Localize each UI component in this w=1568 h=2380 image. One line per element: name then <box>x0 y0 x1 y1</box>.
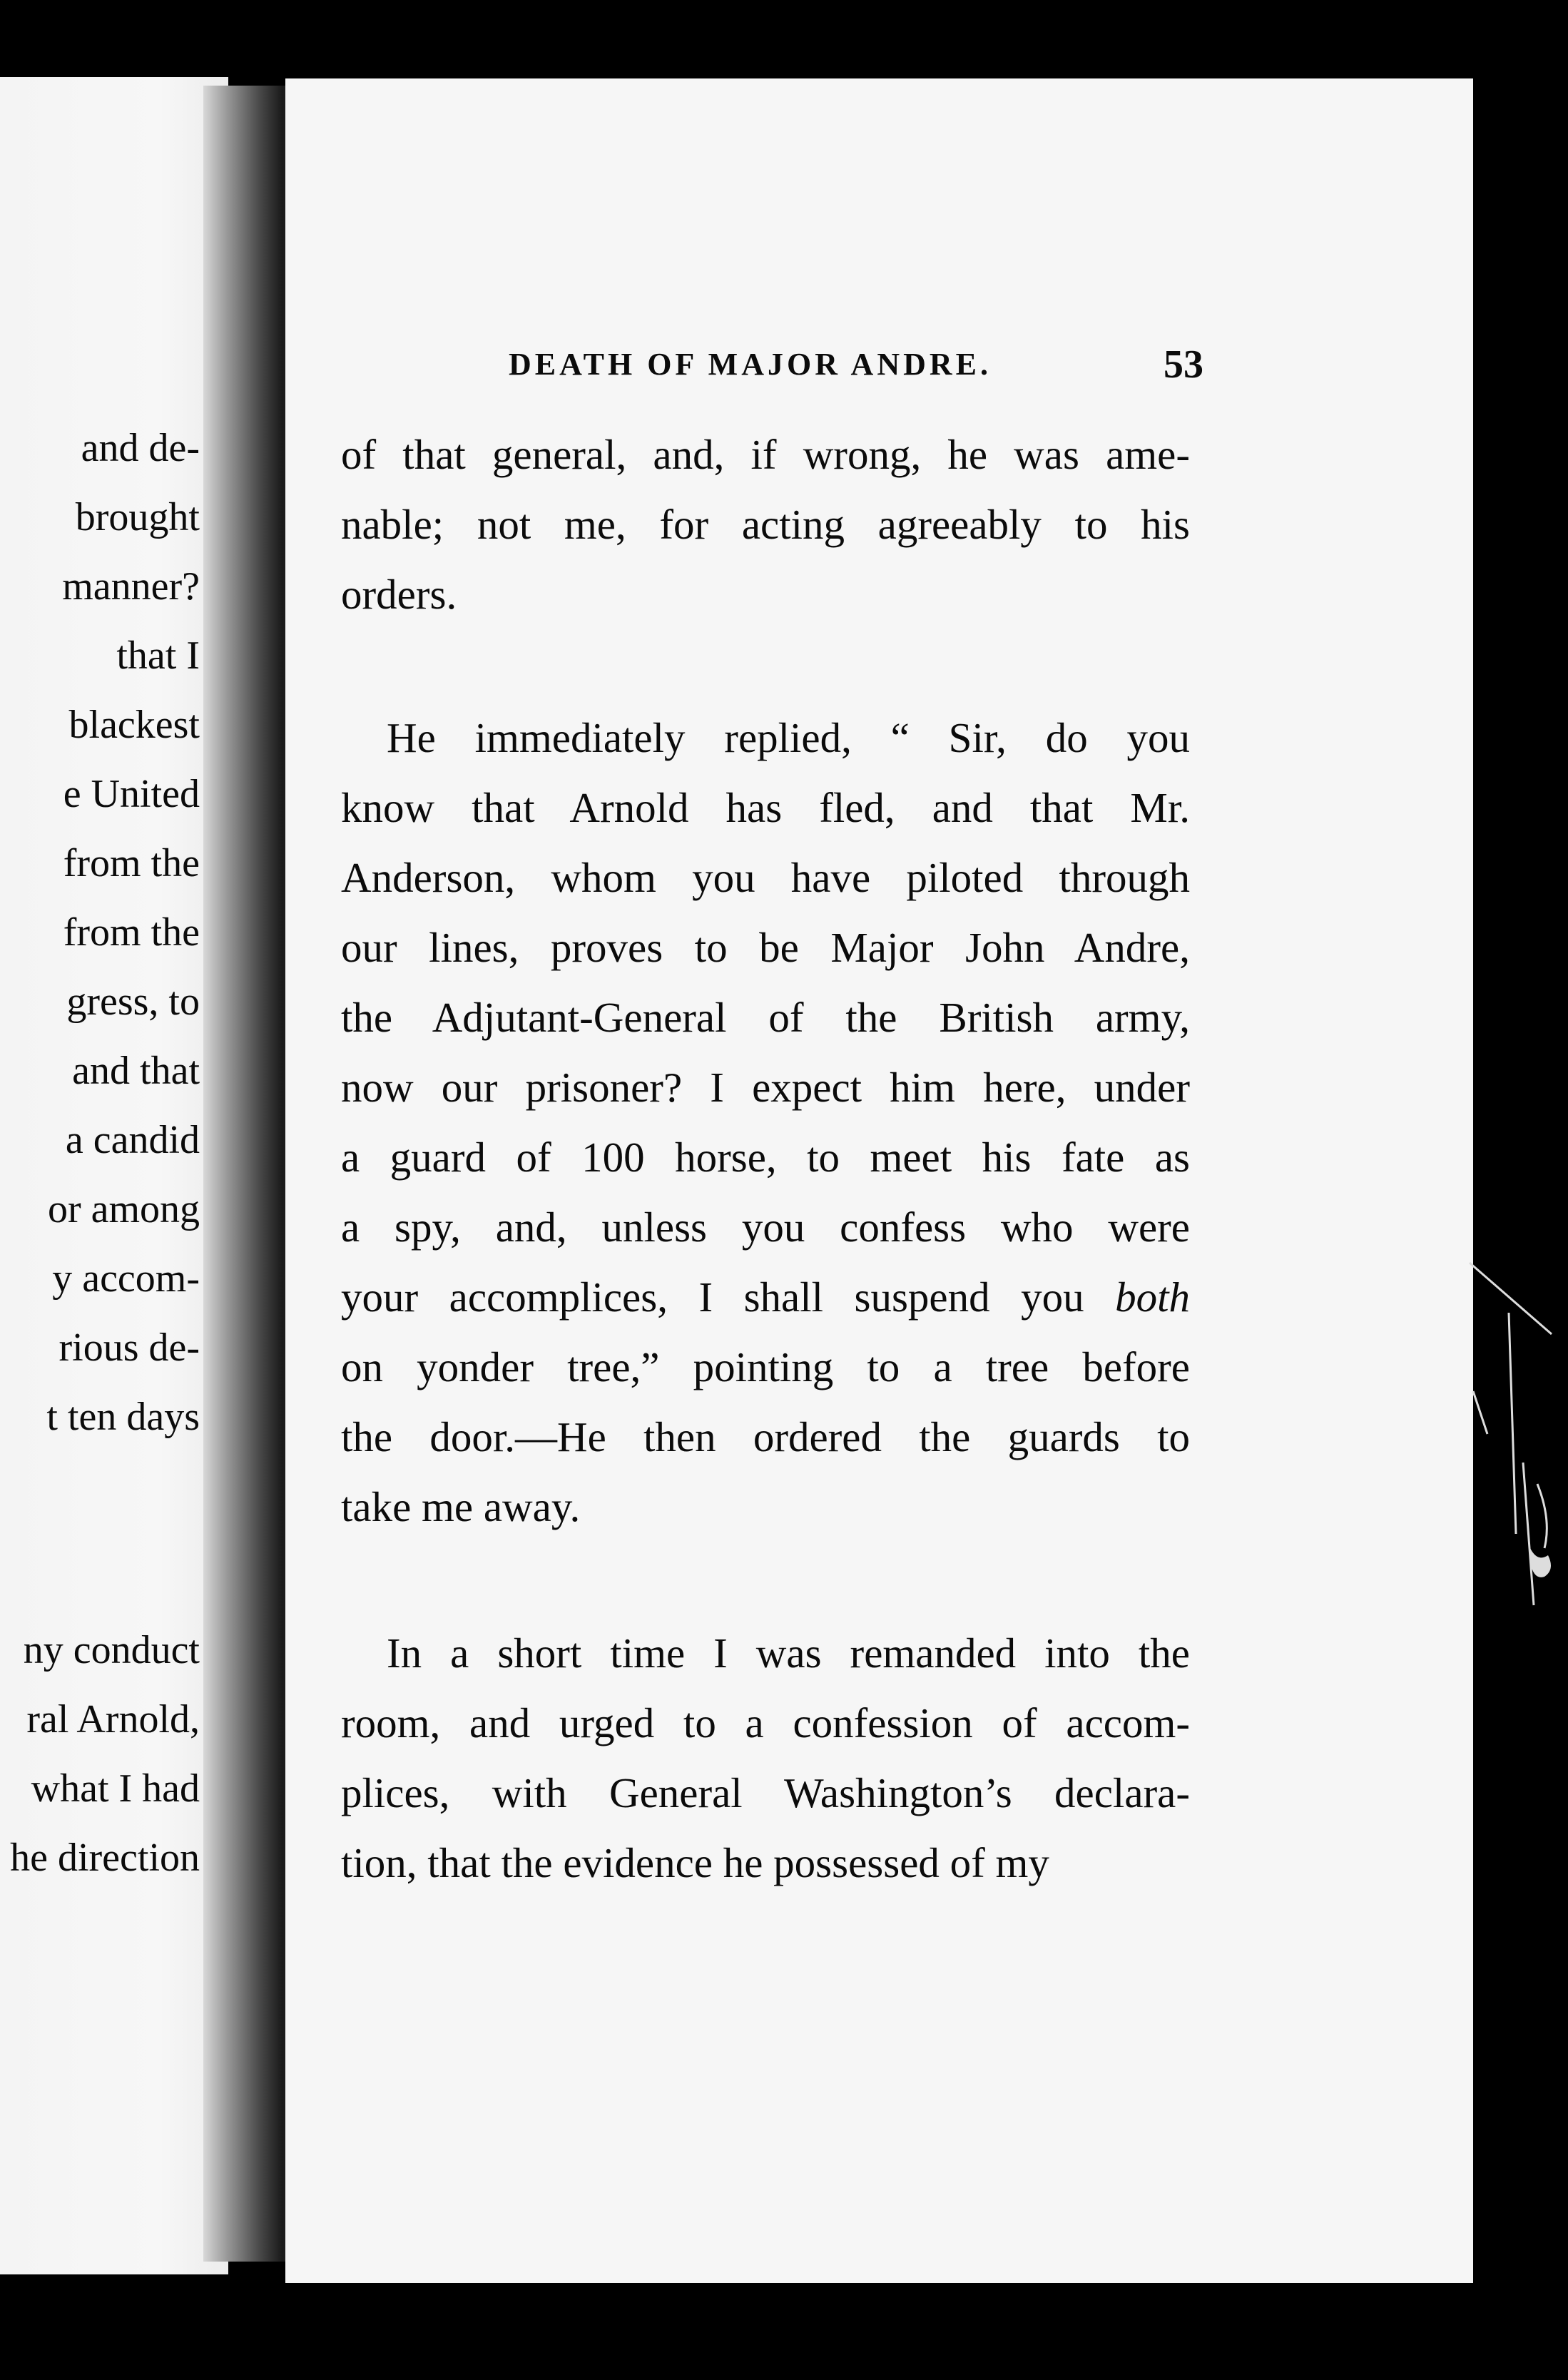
left-page-line: ny conduct <box>23 1628 200 1672</box>
text-line: In a short time I was remanded into the <box>387 1629 1190 1677</box>
left-page-line: what I had <box>31 1766 200 1811</box>
text-line: a spy, and, unless you confess who were <box>341 1204 1190 1251</box>
left-page-line: ral Arnold, <box>26 1697 200 1741</box>
left-page-line: or among <box>47 1187 200 1231</box>
paragraph-3 <box>341 1618 1190 1898</box>
left-page-line: brought <box>75 495 200 539</box>
book-gutter-shadow <box>203 86 296 2262</box>
left-page <box>0 77 228 2274</box>
text-line: He immediately replied, “ Sir, do you <box>387 714 1190 761</box>
text-line: take me away. <box>341 1483 581 1530</box>
left-page-line: gress, to <box>66 980 200 1024</box>
text-line: tion, that the evidence he possessed of my <box>341 1839 1049 1886</box>
left-page-line: manner? <box>62 564 200 609</box>
left-page-line: rious de- <box>58 1326 200 1370</box>
text-line: Anderson, whom you have piloted through <box>341 854 1190 901</box>
paragraph-2 <box>341 703 1190 1542</box>
left-page-line: he direction <box>10 1836 200 1880</box>
left-page-line: from the <box>63 841 200 885</box>
text-line: of that general, and, if wrong, he was ame- <box>341 431 1190 478</box>
text-line: nable; not me, for acting agreeably to his <box>341 501 1190 548</box>
text-line: your accomplices, I shall suspend you both <box>341 1273 1190 1321</box>
text-line: know that Arnold has fled, and that Mr. <box>341 784 1190 831</box>
paragraph-1 <box>341 419 1190 629</box>
left-page-line: that I <box>116 634 200 678</box>
text-line: a guard of 100 horse, to meet his fate as <box>341 1134 1190 1181</box>
running-header <box>509 342 1203 389</box>
left-page-line: and that <box>72 1049 200 1093</box>
page-edge-scraps <box>1466 1249 1568 1677</box>
left-page-line: t ten days <box>46 1395 200 1439</box>
left-page-line: e United <box>63 772 200 816</box>
running-header-title: DEATH OF MAJOR ANDRE. <box>509 347 992 382</box>
text-line: now our prisoner? I expect him here, under <box>341 1064 1190 1111</box>
left-page-line: and de- <box>81 426 200 470</box>
text-line: room, and urged to a confession of accom- <box>341 1699 1190 1746</box>
text-line: the Adjutant-General of the British army, <box>341 994 1190 1041</box>
left-page-text <box>0 77 228 2274</box>
left-page-line: a candid <box>65 1118 200 1162</box>
left-page-line: y accom- <box>52 1256 200 1301</box>
text-line: orders. <box>341 571 457 618</box>
text-line: our lines, proves to be Major John Andre, <box>341 924 1190 971</box>
text-line: plices, with General Washington’s declara- <box>341 1769 1190 1816</box>
page-number: 53 <box>1164 342 1203 387</box>
left-page-line: blackest <box>68 703 200 747</box>
text-line: the door.—He then ordered the guards to <box>341 1413 1190 1460</box>
text-line: on yonder tree,” pointing to a tree before <box>341 1343 1190 1390</box>
left-page-line: from the <box>63 910 200 955</box>
